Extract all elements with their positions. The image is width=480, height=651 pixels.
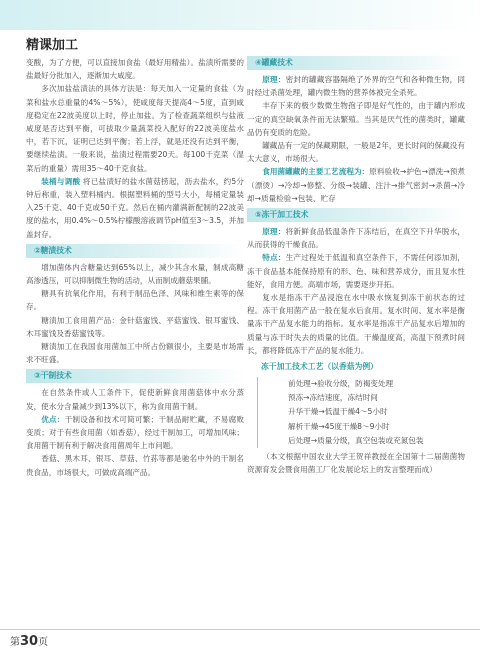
inline-heading: 食用菌罐藏的主要工艺流程为： (262, 167, 370, 177)
page-number (10, 633, 48, 649)
paragraph (26, 413, 244, 453)
section-heading-freeze-drying: ⑤冻干加工技术 (247, 208, 465, 222)
flow-step: 解析干燥→45度干燥8～9小时 (288, 421, 390, 431)
paragraph: 糖渍加工在我国食用菌加工中所占份额很小，主要是市场需求不旺盛。 (26, 342, 244, 365)
paragraph (247, 225, 465, 251)
page-footer (0, 629, 480, 651)
page-header (0, 0, 480, 53)
paragraph: 糖渍加工食用菌产品：金针菇蜜饯、平菇蜜饯、银耳蜜饯、木耳蜜饯及香菇蜜饯等。 (26, 315, 244, 338)
paragraph-text: 将新鲜食品低温条件下冻结后，在真空下升华脱水，从而获得的干燥食品。 (247, 227, 466, 250)
header-color-band (0, 0, 480, 30)
inline-heading: 原理： (262, 227, 286, 237)
paragraph (247, 251, 465, 291)
paragraph: 多次加盐盐渍法的具体方法是：每天加入一定量的食盐（为菜和盐水总重量的4%～5%），使咸度每天提高4～5度，直到咸度稳定在22波美度以上时，停止加盐。为了检查蔬菜组织与盐液咸度是否达到平衡，可拔取少量蔬菜投入配好的22波美度盐水中，若下沉，证明已达到平衡；若上浮，就是还没有达到平衡，要继续盐渍。一般来说，盐渍过程需要20天。每100千克菜（湿菜后的重量）需用35～40千克食盐。 (26, 84, 244, 173)
paragraph: 罐藏品有一定的保藏期限，一般是2年，更长时间的保藏没有太大意义，市场很大。 (247, 141, 465, 164)
footer-divider (0, 629, 480, 630)
page-prefix: 第 (10, 637, 20, 648)
paragraph-text: 原料验收→护色→漂洗→预煮（漂烫）→冷却→修整、分级→装罐、注汁→排气密封→杀菌→冷却→质量检验→包装、贮存 (247, 167, 465, 203)
section-title: 精课加工 (26, 38, 79, 53)
process-flow (257, 377, 465, 448)
flow-step: 预冻→冻结速度，冻结时间 (288, 393, 378, 403)
inline-heading: 原理： (262, 75, 286, 84)
page-suffix: 页 (38, 637, 49, 648)
right-column (247, 56, 465, 476)
paragraph: 糖具有抗氧化作用，有利于制品色泽、风味和维生素等的保存。 (26, 289, 244, 312)
section-heading-sugar: ②糖渍技术 (26, 244, 244, 258)
paragraph: 丰存下来的极少数微生物孢子即是好气性的，由于罐内形成一定的真空缺氧条件而无法繁殖。当其是厌气性的菌类时，罐藏品仍有变质的危险。 (247, 101, 465, 137)
source-note: （本文根据中国农业大学王贺祥教授在全国第十二届菌菌物资源育发会暨食用菌工厂化发展论坛上的发言整理而成） (247, 452, 465, 475)
flow-heading: 冻干加工技术工艺（以香菇为例） (261, 362, 378, 372)
paragraph: 变酸，为了方便，可以直接加食盐（最好用精盐）。盐渍所需要的盐最好分批加入，逐渐加大咸度。 (26, 58, 244, 81)
flow-step: 后处理→质量分级，真空包装或充氮包装 (288, 435, 424, 445)
page-number-value: 30 (20, 634, 39, 649)
paragraph-text: 密封的罐藏容器隔绝了外界的空气和各种微生物，同时经过杀菌处理，罐内微生物的营养体被完全杀死。 (247, 75, 466, 98)
paragraph (247, 73, 465, 99)
inline-heading: 装桶与调酸 (41, 176, 81, 186)
paragraph: 在自然条件或人工条件下，促使新鲜食用菌菇体中水分蒸发，使水分含量减少到13%以下，称为食用菌干制。 (26, 388, 244, 411)
paragraph-text: 干制设备和技术可简可繁；干制品耐贮藏，不易腐败变质；对于有些食用菌（如香菇），经过干制加工，可增加风味；食用菌干制有利于解决食用菌周年上市问题。 (26, 414, 245, 451)
paragraph: 复水是指冻干产品浸泡在水中吸水恢复到冻干前状态的过程。冻干食用菌产品一般在复水后食用。复水时间、复水率是衡量冻干产品复水能力的指标。复水率是指冻干产品复水后增加的质量与冻干时失去的质量的比值。干燥温度高，高温下预煮时间长，都将降低冻干产品的复水能力。 (247, 293, 465, 355)
inline-heading: 优点： (41, 414, 65, 424)
paragraph (247, 165, 465, 205)
paragraph: 增加菌体内含糖量达到65%以上，减少其含水量，制成高糖高渗透压，可以抑制微生物的活动，从而制成蘑菇果脯。 (26, 262, 244, 286)
section-heading-drying: ③干制技术 (26, 369, 244, 383)
paragraph-text: 将已盐渍好的盐水菌菇捞起，沥去盐水，约5分钟后称重，装入塑料桶内。根据塑料桶的型号大小，每桶定量装入25千克、40千克或50千克。然后在桶内灌满新配制的22波美度的盐水，用0.4%～0.5%柠檬酸溶液调节pH值至3～3.5，并加盖封存。 (26, 176, 244, 239)
left-column (26, 56, 244, 479)
paragraph (26, 175, 244, 241)
paragraph-text: 生产过程处于低温和真空条件下，不需任何添加剂，冻干食品基本能保持原有的形、色、味和营养成分，而且复水性能好，食用方便。高端市场，需要逐步开拓。 (247, 253, 466, 289)
flow-step: 前处理→验收分级，防褐变处理 (288, 379, 394, 389)
inline-heading: 特点： (262, 253, 286, 263)
section-heading-canning: ④罐藏技术 (247, 56, 465, 70)
flow-step: 升华干燥→低温干燥4～5小时 (288, 407, 388, 417)
paragraph: 香菇、黑木耳、银耳、草菇、竹荪等都是驰名中外的干制名贵食品，市场很大，可做成高端产品。 (26, 454, 244, 477)
